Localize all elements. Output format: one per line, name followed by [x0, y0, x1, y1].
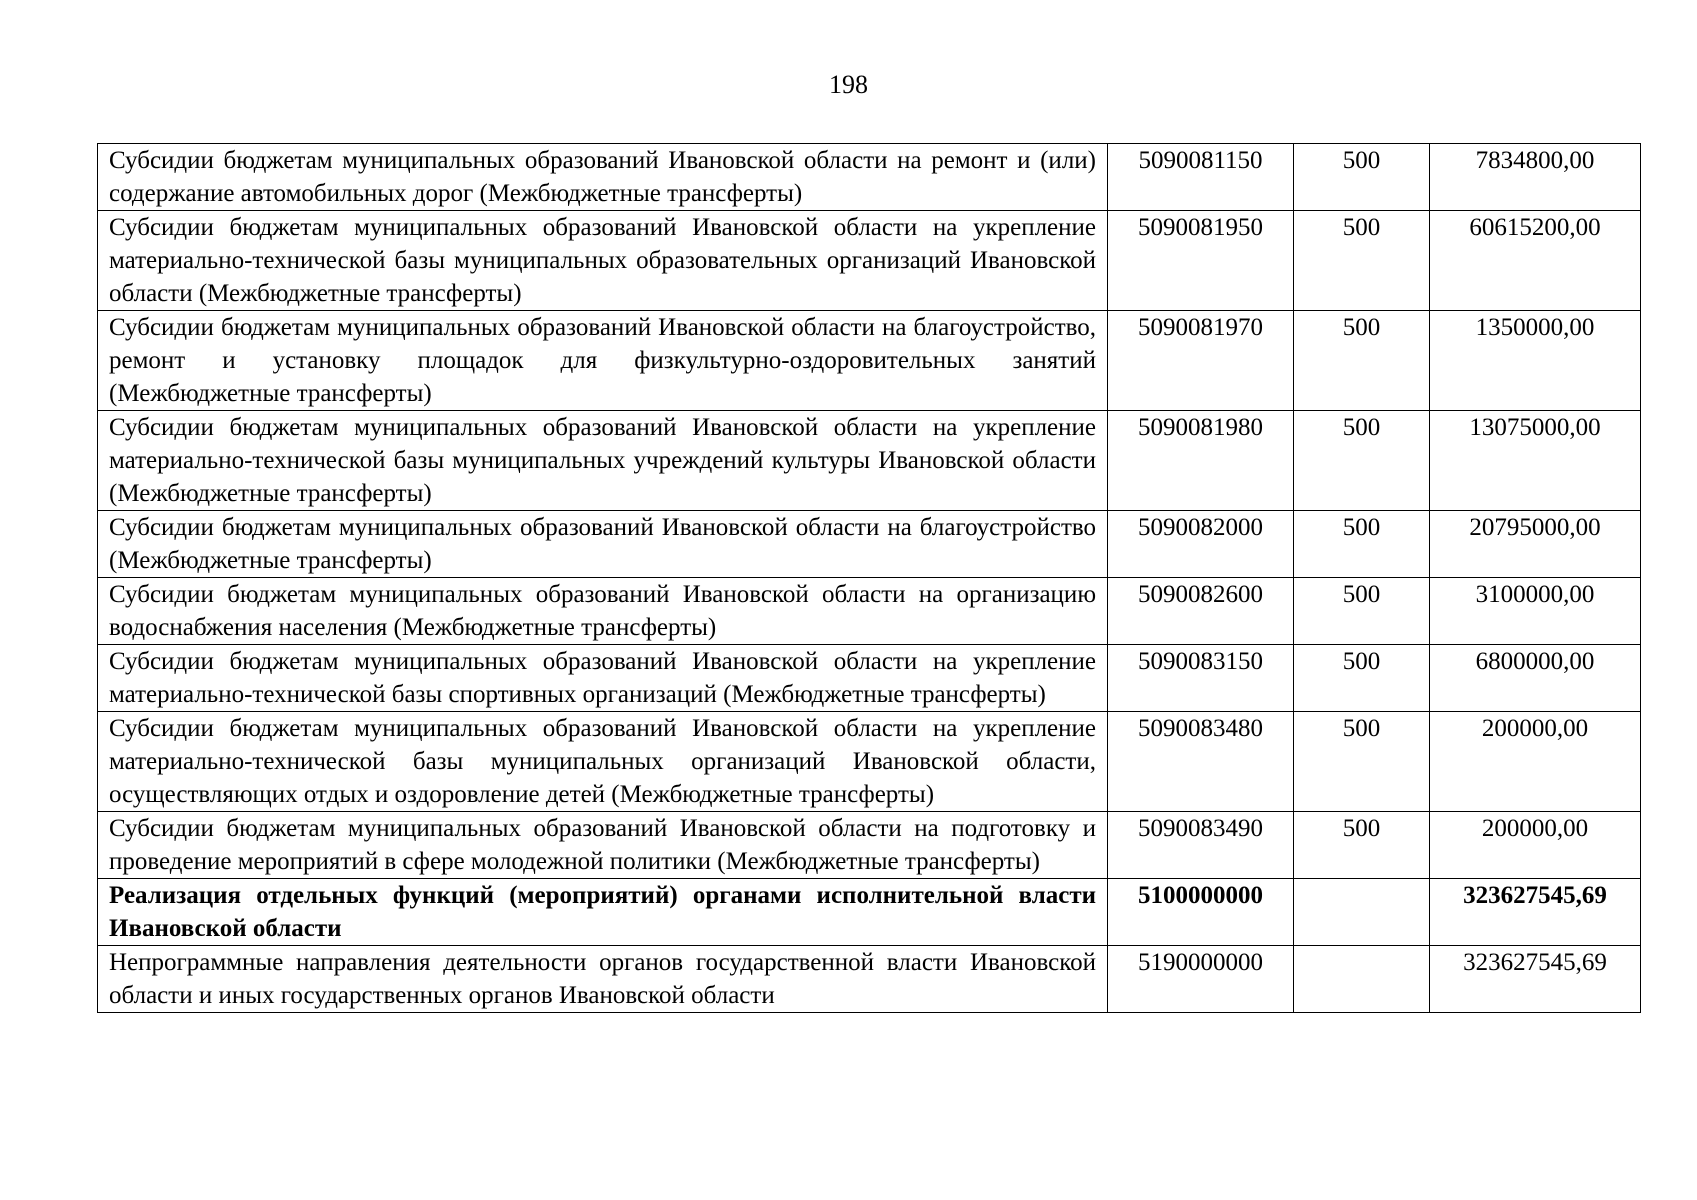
- row-expense-type: 500: [1294, 511, 1430, 578]
- table-row: [98, 712, 1641, 812]
- budget-table: [97, 143, 1641, 1013]
- row-target-code: 5090081950: [1108, 211, 1294, 311]
- row-expense-type: 500: [1294, 311, 1430, 411]
- row-amount: 200000,00: [1430, 712, 1641, 812]
- row-description: Субсидии бюджетам муниципальных образований Ивановской области на укрепление материально-технической базы муниципальных учреждений культуры Ивановской области (Межбюджетные трансферты): [98, 411, 1108, 511]
- row-description: Субсидии бюджетам муниципальных образований Ивановской области на организацию водоснабжения населения (Межбюджетные трансферты): [98, 578, 1108, 645]
- row-target-code: 5090083150: [1108, 645, 1294, 712]
- row-amount: 7834800,00: [1430, 144, 1641, 211]
- table-row: [98, 578, 1641, 645]
- row-expense-type: 500: [1294, 211, 1430, 311]
- row-expense-type: 500: [1294, 712, 1430, 812]
- table-row: [98, 812, 1641, 879]
- row-description: Субсидии бюджетам муниципальных образований Ивановской области на укрепление материально-технической базы муниципальных организаций Ивановской области, осуществляющих отдых и оздоровление детей (Межбюджетные трансферты): [98, 712, 1108, 812]
- row-expense-type: [1294, 946, 1430, 1013]
- row-target-code: 5090081980: [1108, 411, 1294, 511]
- row-expense-type: 500: [1294, 144, 1430, 211]
- row-description: Субсидии бюджетам муниципальных образований Ивановской области на благоустройство (Межбюджетные трансферты): [98, 511, 1108, 578]
- row-description: Непрограммные направления деятельности органов государственной власти Ивановской области и иных государственных органов Ивановской области: [98, 946, 1108, 1013]
- row-expense-type: [1294, 879, 1430, 946]
- row-expense-type: 500: [1294, 578, 1430, 645]
- row-target-code: 5090082000: [1108, 511, 1294, 578]
- row-target-code: 5090083480: [1108, 712, 1294, 812]
- table-row: [98, 144, 1641, 211]
- row-target-code: 5190000000: [1108, 946, 1294, 1013]
- table-row: [98, 946, 1641, 1013]
- row-target-code: 5090082600: [1108, 578, 1294, 645]
- row-amount: 13075000,00: [1430, 411, 1641, 511]
- row-target-code: 5090083490: [1108, 812, 1294, 879]
- row-description: Реализация отдельных функций (мероприятий) органами исполнительной власти Ивановской области: [98, 879, 1108, 946]
- row-description: Субсидии бюджетам муниципальных образований Ивановской области на благоустройство, ремонт и установку площадок для физкультурно-оздоровительных занятий (Межбюджетные трансферты): [98, 311, 1108, 411]
- row-amount: 3100000,00: [1430, 578, 1641, 645]
- row-target-code: 5090081150: [1108, 144, 1294, 211]
- row-description: Субсидии бюджетам муниципальных образований Ивановской области на подготовку и проведение мероприятий в сфере молодежной политики (Межбюджетные трансферты): [98, 812, 1108, 879]
- table-row: [98, 211, 1641, 311]
- table-row: [98, 311, 1641, 411]
- page-number: 198: [829, 70, 868, 99]
- row-amount: 60615200,00: [1430, 211, 1641, 311]
- row-description: Субсидии бюджетам муниципальных образований Ивановской области на ремонт и (или) содержание автомобильных дорог (Межбюджетные трансферты): [98, 144, 1108, 211]
- row-amount: 6800000,00: [1430, 645, 1641, 712]
- row-target-code: 5090081970: [1108, 311, 1294, 411]
- row-expense-type: 500: [1294, 645, 1430, 712]
- row-amount: 323627545,69: [1430, 879, 1641, 946]
- row-amount: 200000,00: [1430, 812, 1641, 879]
- table-row: [98, 411, 1641, 511]
- row-amount: 20795000,00: [1430, 511, 1641, 578]
- table-row: [98, 879, 1641, 946]
- row-expense-type: 500: [1294, 411, 1430, 511]
- table-row: [98, 645, 1641, 712]
- row-target-code: 5100000000: [1108, 879, 1294, 946]
- row-description: Субсидии бюджетам муниципальных образований Ивановской области на укрепление материально-технической базы спортивных организаций (Межбюджетные трансферты): [98, 645, 1108, 712]
- table-row: [98, 511, 1641, 578]
- row-expense-type: 500: [1294, 812, 1430, 879]
- row-description: Субсидии бюджетам муниципальных образований Ивановской области на укрепление материально-технической базы муниципальных образовательных организаций Ивановской области (Межбюджетные трансферты): [98, 211, 1108, 311]
- row-amount: 1350000,00: [1430, 311, 1641, 411]
- row-amount: 323627545,69: [1430, 946, 1641, 1013]
